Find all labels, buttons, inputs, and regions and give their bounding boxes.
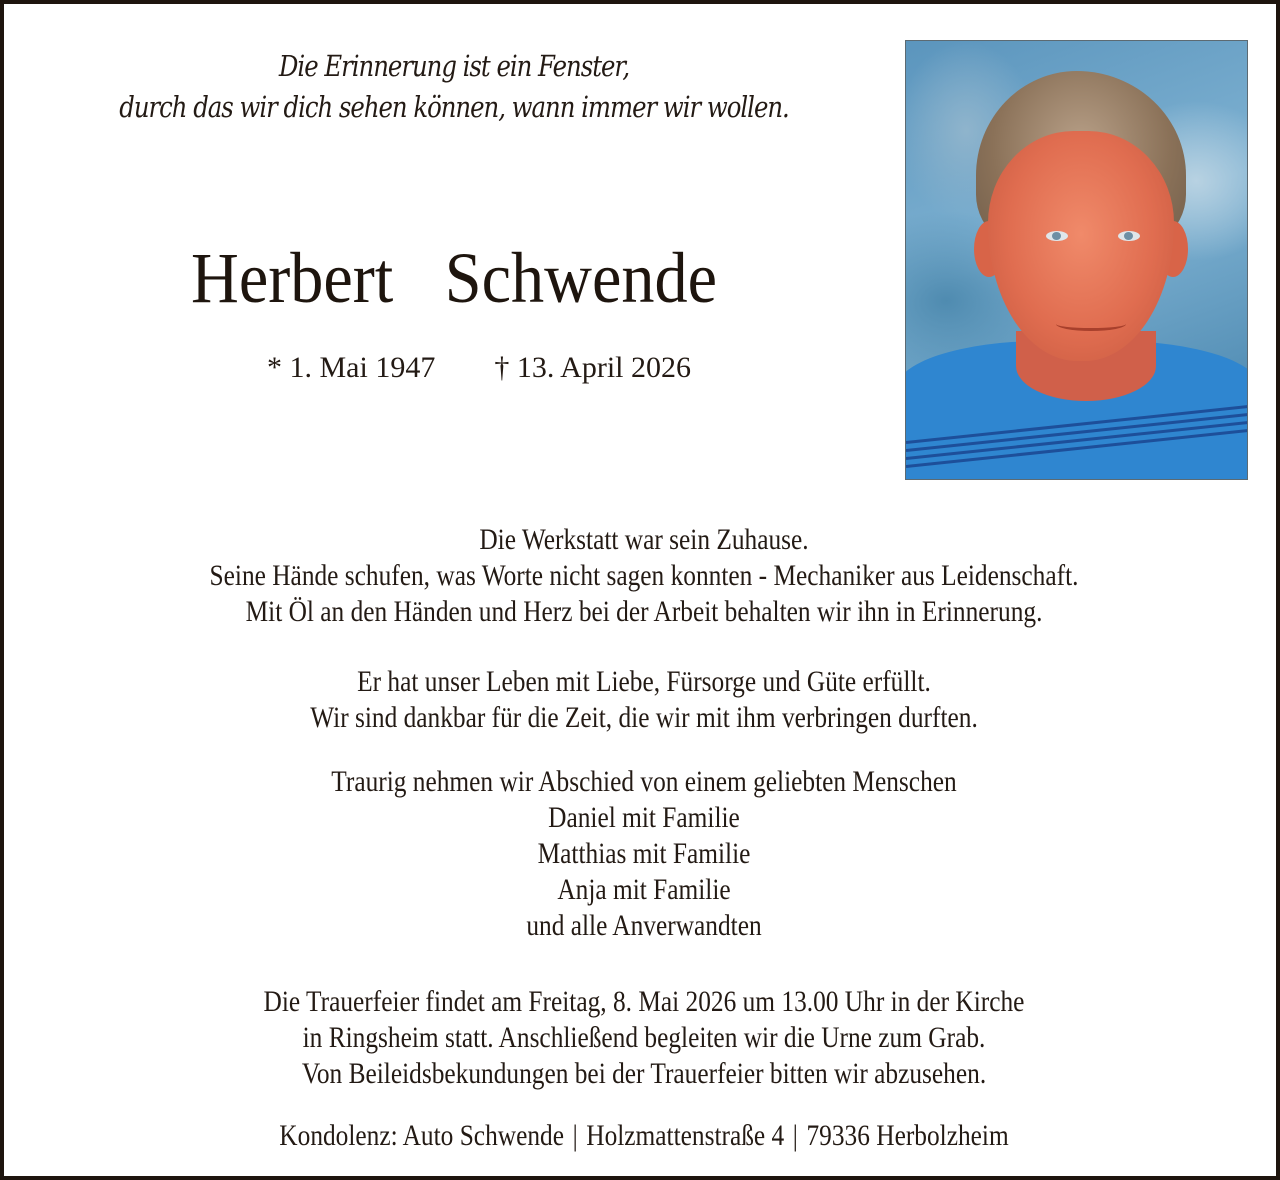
birth-date: 1. Mai 1947 xyxy=(289,351,436,384)
motto-quote xyxy=(93,46,815,128)
portrait-photo xyxy=(905,40,1248,480)
ceremony-line: in Ringsheim statt. Anschließend begleiten wir die Urne zum Grab. xyxy=(302,1022,986,1054)
life-dates xyxy=(44,348,914,388)
motto-line: durch das wir dich sehen können, wann immer wir wollen. xyxy=(119,90,789,124)
gratitude-line: Er hat unser Leben mit Liebe, Fürsorge und Güte erfüllt. xyxy=(357,666,931,698)
tribute-paragraph xyxy=(111,522,1177,630)
condolence-label: Kondolenz: Auto Schwende xyxy=(279,1120,564,1152)
photo-mouth xyxy=(1056,317,1126,331)
condolence-address xyxy=(111,1118,1177,1154)
tribute-line: Die Werkstatt war sein Zuhause. xyxy=(479,524,809,556)
mourners-section xyxy=(111,764,1177,944)
tribute-line: Mit Öl an den Händen und Herz bei der Arbeit behalten wir ihn in Erinnerung. xyxy=(245,596,1043,628)
gratitude-line: Wir sind dankbar für die Zeit, die wir mit ihm verbringen durften. xyxy=(310,702,978,734)
mourners-intro: Traurig nehmen wir Abschied von einem geliebten Menschen xyxy=(331,766,957,798)
mourner-entry: Anja mit Familie xyxy=(557,874,731,906)
separator: | xyxy=(792,1120,798,1152)
tribute-line: Seine Hände schufen, was Worte nicht sagen konnten - Mechaniker aus Leidenschaft. xyxy=(209,560,1079,592)
motto-line: Die Erinnerung ist ein Fenster, xyxy=(278,49,630,83)
birth-star-icon: * xyxy=(267,351,282,384)
death-cross-icon: † xyxy=(494,351,510,384)
condolence-city: 79336 Herbolzheim xyxy=(806,1120,1009,1152)
condolence-street: Holzmattenstraße 4 xyxy=(586,1120,785,1152)
photo-eye xyxy=(1046,231,1068,241)
deceased-name: Herbert Schwende xyxy=(190,238,718,318)
mourner-entry: Matthias mit Familie xyxy=(537,838,751,870)
photo-eye xyxy=(1118,231,1140,241)
mourner-entry: und alle Anverwandten xyxy=(526,910,762,942)
death-date: 13. April 2026 xyxy=(516,351,691,384)
condolence-line xyxy=(111,1118,1177,1154)
mourner-entry: Daniel mit Familie xyxy=(548,802,740,834)
ceremony-line: Von Beileidsbekundungen bei der Trauerfeier bitten wir abzusehen. xyxy=(301,1058,987,1090)
ceremony-paragraph xyxy=(111,984,1177,1092)
separator: | xyxy=(572,1120,578,1152)
ceremony-line: Die Trauerfeier findet am Freitag, 8. Mai 2026 um 13.00 Uhr in der Kirche xyxy=(263,986,1025,1018)
gratitude-paragraph xyxy=(111,664,1177,736)
